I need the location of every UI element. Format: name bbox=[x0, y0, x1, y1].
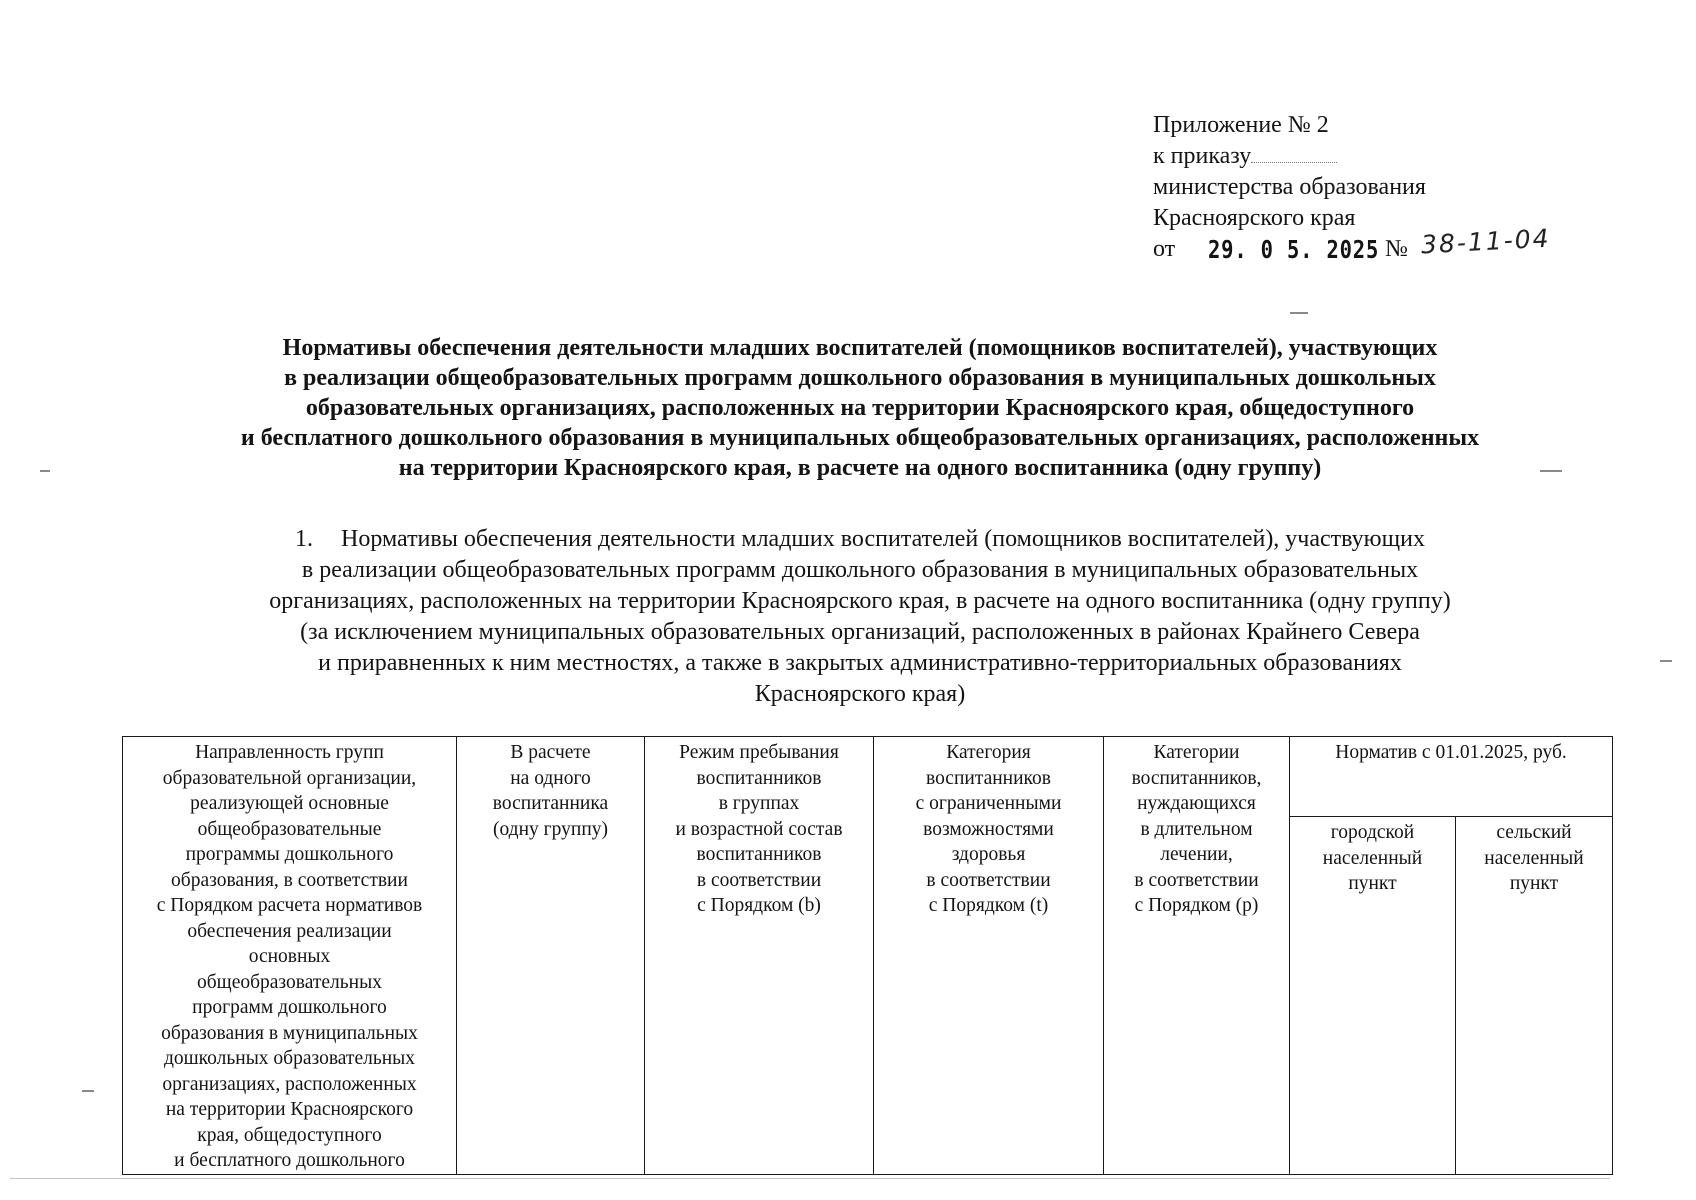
header-line: лечении, bbox=[1160, 844, 1233, 865]
header-line: возможностями bbox=[923, 818, 1054, 840]
header-line: сельский bbox=[1496, 822, 1572, 844]
scan-speck bbox=[82, 1090, 94, 1092]
header-line: программ дошкольного bbox=[192, 997, 387, 1018]
header-line: Режим пребывания bbox=[679, 742, 839, 763]
title-line: в реализации общеобразовательных программ дошкольного образования в муниципальных дошкольных bbox=[284, 365, 1436, 391]
stamped-date: 29. 0 5. 2025 bbox=[1208, 235, 1380, 264]
title-line: на территории Красноярского края, в расчете на одного воспитанника (одну группу) bbox=[398, 455, 1322, 481]
header-line: воспитанника bbox=[492, 793, 609, 814]
header-urban bbox=[1290, 817, 1456, 1174]
header-line: В расчете bbox=[510, 742, 591, 763]
header-line: обеспечения реализации bbox=[187, 920, 392, 942]
header-line: и бесплатного дошкольного bbox=[174, 1150, 405, 1171]
title-line: образовательных организациях, расположенных на территории Красноярского края, общедоступного bbox=[305, 395, 1415, 421]
header-line: организациях, расположенных bbox=[162, 1073, 417, 1095]
header-stay-mode bbox=[645, 737, 874, 1175]
section-heading-line: (за исключением муниципальных образовательных организаций, расположенных в районах Крайнего Севера bbox=[300, 619, 1420, 645]
approval-order-label: к приказу bbox=[1153, 143, 1252, 169]
approval-block bbox=[1153, 110, 1633, 268]
header-line: населенный bbox=[1322, 847, 1423, 869]
header-line: воспитанников bbox=[926, 767, 1051, 789]
header-line: (одну группу) bbox=[492, 818, 609, 840]
approval-date-row bbox=[1153, 223, 1633, 268]
header-line: населенный bbox=[1484, 847, 1584, 869]
header-line: с Порядком (t) bbox=[928, 895, 1049, 916]
header-line: на территории Красноярского bbox=[165, 1099, 414, 1120]
header-line: с Порядком (b) bbox=[697, 895, 821, 916]
header-line: основных bbox=[248, 946, 331, 967]
section-heading-line: и приравненных к ним местностях, а также в закрытых административно-территориальных образованиях bbox=[318, 650, 1402, 676]
header-line: пункт bbox=[1509, 873, 1559, 895]
header-line: городской bbox=[1330, 822, 1415, 844]
header-line: образования, в соответствии bbox=[171, 869, 408, 891]
header-line: в длительном bbox=[1140, 818, 1253, 840]
header-line: общеобразовательные bbox=[197, 818, 382, 840]
section-heading-line: в реализации общеобразовательных программ дошкольного образования в муниципальных образовательных bbox=[301, 557, 1419, 583]
header-line: образовательной организации, bbox=[162, 767, 417, 789]
header-line: края, общедоступного bbox=[197, 1124, 382, 1146]
header-line: с Порядком расчета нормативов bbox=[156, 895, 423, 916]
header-line: в группах bbox=[718, 793, 800, 814]
header-line: Категории bbox=[1153, 742, 1240, 763]
section-heading-text: Нормативы обеспечения деятельности младших воспитателей (помощников воспитателей), участвующих bbox=[341, 526, 1425, 552]
header-line: с ограниченными bbox=[915, 793, 1062, 814]
header-norm-2025: Норматив с 01.01.2025, руб. bbox=[1290, 737, 1613, 817]
header-line: программы дошкольного bbox=[185, 844, 394, 865]
header-line: и возрастной состав bbox=[675, 818, 843, 840]
header-line: воспитанников bbox=[696, 844, 822, 865]
scan-speck bbox=[1660, 660, 1672, 662]
scan-speck bbox=[1540, 470, 1562, 472]
number-sign: № bbox=[1385, 236, 1408, 262]
header-disability-category bbox=[874, 737, 1104, 1175]
header-long-treatment-category bbox=[1104, 737, 1290, 1175]
header-line: в соответствии bbox=[926, 869, 1051, 891]
header-line: здоровья bbox=[951, 844, 1026, 865]
document-title bbox=[110, 333, 1610, 483]
header-line: в соответствии bbox=[1134, 869, 1259, 891]
header-line: воспитанников, bbox=[1131, 767, 1262, 789]
header-line: реализующей основные bbox=[190, 793, 389, 814]
approval-line-appendix: Приложение № 2 bbox=[1153, 112, 1329, 138]
section-heading-line: Красноярского края) bbox=[754, 681, 966, 707]
header-line: образования в муниципальных bbox=[161, 1022, 418, 1044]
approval-line-ministry: министерства образования bbox=[1153, 174, 1426, 200]
header-line: на одного bbox=[510, 767, 591, 789]
approval-line-order bbox=[1153, 141, 1633, 172]
order-blank-line bbox=[1251, 142, 1337, 163]
section-number: 1. bbox=[295, 526, 314, 552]
header-line: общеобразовательных bbox=[197, 971, 382, 993]
scan-speck bbox=[40, 470, 50, 472]
header-line: нуждающихся bbox=[1137, 793, 1256, 814]
header-line: Категория bbox=[946, 742, 1031, 763]
header-line: воспитанников bbox=[696, 767, 822, 789]
section-heading bbox=[110, 524, 1610, 710]
approval-line-region: Красноярского края bbox=[1153, 205, 1356, 231]
scan-speck bbox=[1290, 312, 1308, 314]
header-line: Направленность групп bbox=[195, 742, 384, 763]
header-line: пункт bbox=[1348, 873, 1397, 895]
scan-speck bbox=[10, 1178, 1610, 1179]
header-group-direction bbox=[123, 737, 457, 1175]
header-line: дошкольных образовательных bbox=[163, 1048, 416, 1069]
section-heading-line: организациях, расположенных на территории Красноярского края, в расчете на одного воспитанника (одну группу) bbox=[269, 588, 1451, 614]
handwritten-order-number: 38-11-04 bbox=[1420, 223, 1552, 260]
norms-table bbox=[122, 736, 1613, 1175]
header-line: с Порядком (p) bbox=[1134, 895, 1259, 916]
section-heading-line bbox=[110, 524, 1610, 555]
header-per-pupil bbox=[457, 737, 645, 1175]
title-line: Нормативы обеспечения деятельности младших воспитателей (помощников воспитателей), участвующих bbox=[282, 335, 1438, 361]
header-rural bbox=[1456, 817, 1613, 1174]
header-line: в соответствии bbox=[696, 869, 822, 891]
date-prefix: от bbox=[1153, 236, 1176, 262]
title-line: и бесплатного дошкольного образования в муниципальных общеобразовательных организациях, расположенных bbox=[240, 425, 1480, 451]
